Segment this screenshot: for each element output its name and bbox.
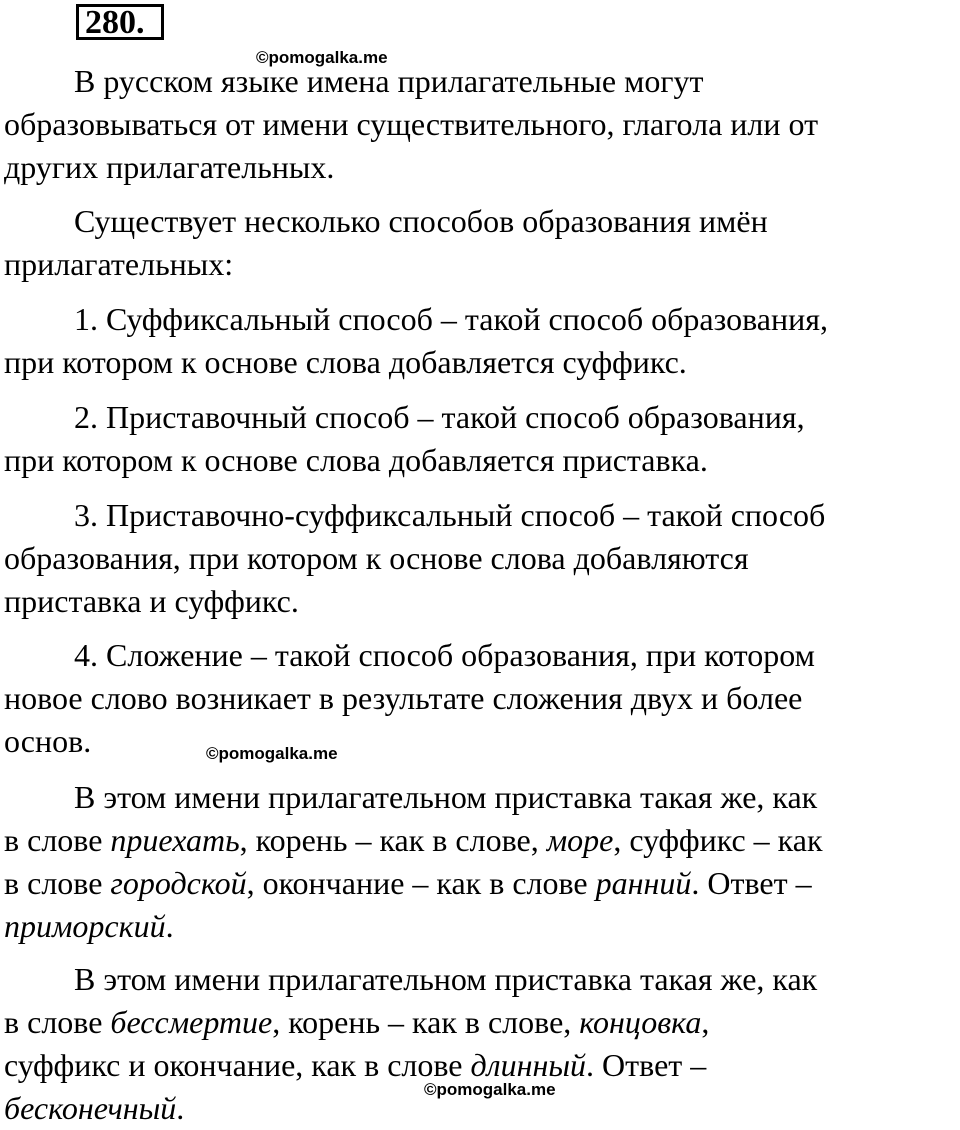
text-line: образовываться от имени существительного, глагола или от — [4, 106, 819, 142]
text-line: 1. Суффиксальный способ – такой способ образования, — [74, 301, 828, 337]
paragraph-method-1 — [4, 298, 960, 384]
paragraph-answer-1 — [4, 776, 960, 948]
text-line: новое слово возникает в результате сложения двух и более — [4, 680, 803, 716]
text-line: В этом имени прилагательном приставка такая же, как — [74, 779, 818, 815]
example-word: море — [546, 822, 614, 858]
paragraph-methods — [4, 200, 960, 286]
paragraph-answer-2 — [4, 958, 960, 1130]
text-line: основ. — [4, 723, 92, 759]
text-line: прилагательных: — [4, 246, 234, 282]
text-line: при котором к основе слова добавляется суффикс. — [4, 344, 687, 380]
text-line: В этом имени прилагательном приставка такая же, как — [74, 961, 818, 997]
text-line: 4. Сложение – такой способ образования, при котором — [74, 637, 815, 673]
text-line: образования, при котором к основе слова добавляются — [4, 540, 749, 576]
text-line: приставка и суффикс. — [4, 583, 299, 619]
paragraph-method-4 — [4, 634, 960, 763]
example-word: длинный — [470, 1047, 587, 1083]
text-line: в слове приехать, корень – как в слове, море, суффикс – как — [4, 822, 823, 858]
example-word: приехать — [110, 822, 240, 858]
paragraph-method-2 — [4, 396, 960, 482]
text-line: суффикс и окончание, как в слове длинный. Ответ – — [4, 1047, 707, 1083]
watermark: ©pomogalka.me — [424, 1080, 556, 1099]
paragraph-intro — [4, 60, 960, 189]
example-word: ранний — [595, 865, 692, 901]
text-line: 2. Приставочный способ – такой способ образования, — [74, 399, 805, 435]
answer-word: бесконечный — [4, 1090, 177, 1126]
text-line: в слове городской, окончание – как в слове ранний. Ответ – — [4, 865, 812, 901]
text-line: Существует несколько способов образования имён — [74, 203, 768, 239]
example-word: городской — [110, 865, 247, 901]
watermark: ©pomogalka.me — [256, 48, 388, 67]
text-line: других прилагательных. — [4, 149, 335, 185]
paragraph-method-3 — [4, 494, 960, 623]
text-line: приморский. — [4, 908, 174, 944]
text-line: при котором к основе слова добавляется приставка. — [4, 442, 708, 478]
text-line: 3. Приставочно-суффиксальный способ – такой способ — [74, 497, 826, 533]
text-line: бесконечный. — [4, 1090, 185, 1126]
watermark: ©pomogalka.me — [206, 744, 338, 763]
example-word: бессмертие — [110, 1004, 273, 1040]
text-line: В русском языке имена прилагательные могут — [74, 63, 704, 99]
example-word: концовка — [579, 1004, 702, 1040]
answer-word: приморский — [4, 908, 166, 944]
exercise-number: 280. — [76, 4, 164, 40]
text-line: в слове бессмертие, корень – как в слове, концовка, — [4, 1004, 710, 1040]
